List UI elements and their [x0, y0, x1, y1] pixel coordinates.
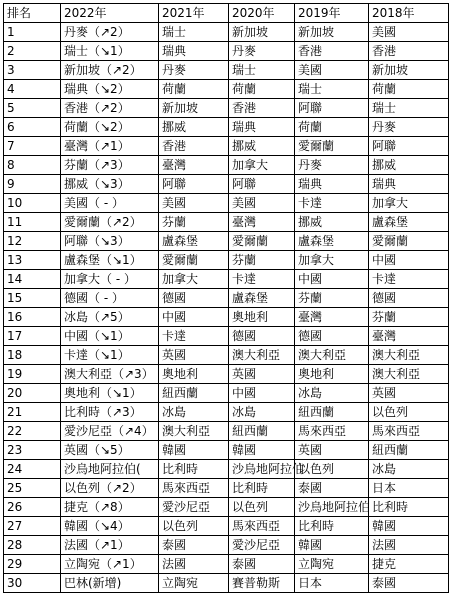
- year-2021-cell: 冰島: [159, 403, 229, 422]
- year-2019-cell: 奧地利: [295, 365, 369, 384]
- year-2020-cell: 愛爾蘭: [229, 232, 295, 251]
- table-row: [4, 99, 449, 118]
- table-row: [4, 574, 449, 593]
- rank-cell: 17: [4, 327, 61, 346]
- year-2021-cell: 愛爾蘭: [159, 251, 229, 270]
- year-2021-cell: 瑞典: [159, 42, 229, 61]
- year-2022-cell: 丹麥（↗2）: [61, 23, 159, 42]
- year-2022-cell: 臺灣（↗1）: [61, 137, 159, 156]
- year-2022-cell: 荷蘭（↘2）: [61, 118, 159, 137]
- year-2022-cell: 中國（↘1）: [61, 327, 159, 346]
- year-2020-cell: 挪威: [229, 137, 295, 156]
- rank-cell: 23: [4, 441, 61, 460]
- rank-cell: 27: [4, 517, 61, 536]
- year-2020-cell: 泰國: [229, 555, 295, 574]
- year-2018-cell: 日本: [369, 479, 449, 498]
- table-row: [4, 365, 449, 384]
- year-2022-cell: 芬蘭（↗3）: [61, 156, 159, 175]
- rank-cell: 8: [4, 156, 61, 175]
- year-2018-header: 2018年: [369, 4, 449, 23]
- year-2020-cell: 紐西蘭: [229, 422, 295, 441]
- year-2021-cell: 泰國: [159, 536, 229, 555]
- year-2018-cell: 丹麥: [369, 118, 449, 137]
- year-2022-cell: 英國（↘5）: [61, 441, 159, 460]
- year-2021-cell: 新加坡: [159, 99, 229, 118]
- year-2018-cell: 以色列: [369, 403, 449, 422]
- year-2018-cell: 中國: [369, 251, 449, 270]
- year-2018-cell: 比利時: [369, 498, 449, 517]
- rank-cell: 15: [4, 289, 61, 308]
- year-2019-cell: 中國: [295, 270, 369, 289]
- year-2022-cell: 加拿大（ - ）: [61, 270, 159, 289]
- year-2021-cell: 比利時: [159, 460, 229, 479]
- table-row: [4, 23, 449, 42]
- table-row: [4, 517, 449, 536]
- table-row: [4, 479, 449, 498]
- rank-cell: 7: [4, 137, 61, 156]
- table-row: [4, 80, 449, 99]
- year-2022-cell: 愛沙尼亞（↗4）: [61, 422, 159, 441]
- year-2019-cell: 丹麥: [295, 156, 369, 175]
- year-2018-cell: 阿聯: [369, 137, 449, 156]
- year-2021-cell: 馬來西亞: [159, 479, 229, 498]
- year-2022-cell: 立陶宛（↗1）: [61, 555, 159, 574]
- year-2020-cell: 愛沙尼亞: [229, 536, 295, 555]
- year-2019-cell: 新加坡: [295, 23, 369, 42]
- year-2018-cell: 荷蘭: [369, 80, 449, 99]
- year-2021-cell: 芬蘭: [159, 213, 229, 232]
- year-2018-cell: 英國: [369, 384, 449, 403]
- year-2022-cell: 愛爾蘭（↗2）: [61, 213, 159, 232]
- year-2019-header: 2019年: [295, 4, 369, 23]
- table-row: [4, 194, 449, 213]
- year-2019-cell: 以色列: [295, 460, 369, 479]
- year-2020-cell: 瑞士: [229, 61, 295, 80]
- year-2022-cell: 香港（↗2）: [61, 99, 159, 118]
- rank-cell: 20: [4, 384, 61, 403]
- year-2018-cell: 美國: [369, 23, 449, 42]
- year-2022-cell: 阿聯（↘3）: [61, 232, 159, 251]
- year-2022-cell: 以色列（↗2）: [61, 479, 159, 498]
- year-2021-cell: 加拿大: [159, 270, 229, 289]
- table-row: [4, 346, 449, 365]
- year-2020-cell: 比利時: [229, 479, 295, 498]
- year-2018-cell: 芬蘭: [369, 308, 449, 327]
- year-2021-cell: 英國: [159, 346, 229, 365]
- year-2019-cell: 日本: [295, 574, 369, 593]
- ranking-table: [3, 3, 449, 593]
- year-2018-cell: 卡達: [369, 270, 449, 289]
- year-2022-cell: 捷克（↗8）: [61, 498, 159, 517]
- year-2021-cell: 荷蘭: [159, 80, 229, 99]
- year-2020-cell: 以色列: [229, 498, 295, 517]
- year-2020-cell: 阿聯: [229, 175, 295, 194]
- rank-cell: 2: [4, 42, 61, 61]
- year-2018-cell: 馬來西亞: [369, 422, 449, 441]
- table-row: [4, 460, 449, 479]
- rank-cell: 19: [4, 365, 61, 384]
- year-2018-cell: 冰島: [369, 460, 449, 479]
- year-2019-cell: 立陶宛: [295, 555, 369, 574]
- year-2021-cell: 阿聯: [159, 175, 229, 194]
- year-2021-cell: 韓國: [159, 441, 229, 460]
- year-2022-cell: 韓國（↘4）: [61, 517, 159, 536]
- rank-cell: 12: [4, 232, 61, 251]
- year-2019-cell: 比利時: [295, 517, 369, 536]
- table-row: [4, 61, 449, 80]
- year-2022-cell: 德國（ - ）: [61, 289, 159, 308]
- table-row: [4, 251, 449, 270]
- year-2018-cell: 泰國: [369, 574, 449, 593]
- year-2019-cell: 紐西蘭: [295, 403, 369, 422]
- rank-cell: 10: [4, 194, 61, 213]
- year-2021-cell: 奧地利: [159, 365, 229, 384]
- year-2022-cell: 挪威（↘3）: [61, 175, 159, 194]
- year-2020-cell: 奧地利: [229, 308, 295, 327]
- table-row: [4, 384, 449, 403]
- year-2019-cell: 瑞典: [295, 175, 369, 194]
- table-row: [4, 555, 449, 574]
- year-2021-cell: 挪威: [159, 118, 229, 137]
- year-2021-cell: 中國: [159, 308, 229, 327]
- year-2019-cell: 愛爾蘭: [295, 137, 369, 156]
- year-2019-cell: 瑞士: [295, 80, 369, 99]
- table-row: [4, 289, 449, 308]
- table-row: [4, 498, 449, 517]
- rank-cell: 24: [4, 460, 61, 479]
- year-2019-cell: 泰國: [295, 479, 369, 498]
- rank-cell: 26: [4, 498, 61, 517]
- year-2020-cell: 加拿大: [229, 156, 295, 175]
- year-2020-cell: 臺灣: [229, 213, 295, 232]
- year-2019-cell: 荷蘭: [295, 118, 369, 137]
- year-2019-cell: 冰島: [295, 384, 369, 403]
- rank-cell: 16: [4, 308, 61, 327]
- rank-cell: 25: [4, 479, 61, 498]
- year-2019-cell: 芬蘭: [295, 289, 369, 308]
- year-2019-cell: 阿聯: [295, 99, 369, 118]
- rank-cell: 3: [4, 61, 61, 80]
- year-2018-cell: 臺灣: [369, 327, 449, 346]
- table-row: [4, 441, 449, 460]
- year-2021-cell: 愛沙尼亞: [159, 498, 229, 517]
- table-row: [4, 308, 449, 327]
- table-row: [4, 270, 449, 289]
- rank-cell: 13: [4, 251, 61, 270]
- year-2018-cell: 澳大利亞: [369, 365, 449, 384]
- year-2019-cell: 德國: [295, 327, 369, 346]
- year-2019-cell: 英國: [295, 441, 369, 460]
- table-row: [4, 422, 449, 441]
- year-2020-cell: 盧森堡: [229, 289, 295, 308]
- year-2022-cell: 卡達（↘1）: [61, 346, 159, 365]
- rank-cell: 28: [4, 536, 61, 555]
- year-2019-cell: 韓國: [295, 536, 369, 555]
- year-2022-cell: 法國（↗1）: [61, 536, 159, 555]
- year-2020-cell: 芬蘭: [229, 251, 295, 270]
- year-2018-cell: 愛爾蘭: [369, 232, 449, 251]
- table-row: [4, 232, 449, 251]
- year-2019-cell: 盧森堡: [295, 232, 369, 251]
- table-row: [4, 213, 449, 232]
- year-2020-cell: 澳大利亞: [229, 346, 295, 365]
- year-2019-cell: 挪威: [295, 213, 369, 232]
- year-2021-cell: 立陶宛: [159, 574, 229, 593]
- year-2021-cell: 臺灣: [159, 156, 229, 175]
- table-row: [4, 175, 449, 194]
- year-2021-cell: 法國: [159, 555, 229, 574]
- year-2022-cell: 巴林(新增): [61, 574, 159, 593]
- rank-cell: 14: [4, 270, 61, 289]
- year-2022-cell: 新加坡（↗2）: [61, 61, 159, 80]
- year-2022-cell: 澳大利亞（↗3）: [61, 365, 159, 384]
- table-row: [4, 156, 449, 175]
- year-2018-cell: 香港: [369, 42, 449, 61]
- year-2018-cell: 新加坡: [369, 61, 449, 80]
- year-2018-cell: 澳大利亞: [369, 346, 449, 365]
- table-row: [4, 118, 449, 137]
- table-row: [4, 137, 449, 156]
- year-2018-cell: 瑞典: [369, 175, 449, 194]
- year-2022-cell: 盧森堡（↘1）: [61, 251, 159, 270]
- year-2021-cell: 紐西蘭: [159, 384, 229, 403]
- year-2019-cell: 香港: [295, 42, 369, 61]
- rank-cell: 11: [4, 213, 61, 232]
- rank-cell: 21: [4, 403, 61, 422]
- year-2020-cell: 丹麥: [229, 42, 295, 61]
- table-row: [4, 327, 449, 346]
- year-2022-cell: 比利時（↗3）: [61, 403, 159, 422]
- year-2019-cell: 卡達: [295, 194, 369, 213]
- table-row: [4, 403, 449, 422]
- year-2019-cell: 加拿大: [295, 251, 369, 270]
- table-row: [4, 536, 449, 555]
- year-2018-cell: 韓國: [369, 517, 449, 536]
- year-2020-header: 2020年: [229, 4, 295, 23]
- year-2021-cell: 以色列: [159, 517, 229, 536]
- rank-cell: 30: [4, 574, 61, 593]
- year-2018-cell: 瑞士: [369, 99, 449, 118]
- year-2020-cell: 沙烏地阿拉伯: [229, 460, 295, 479]
- rank-cell: 22: [4, 422, 61, 441]
- year-2021-cell: 德國: [159, 289, 229, 308]
- year-2020-cell: 韓國: [229, 441, 295, 460]
- year-2021-cell: 卡達: [159, 327, 229, 346]
- year-2020-cell: 香港: [229, 99, 295, 118]
- year-2022-cell: 冰島（↗5）: [61, 308, 159, 327]
- year-2018-cell: 加拿大: [369, 194, 449, 213]
- table-row: [4, 42, 449, 61]
- year-2020-cell: 瑞典: [229, 118, 295, 137]
- year-2021-cell: 香港: [159, 137, 229, 156]
- year-2022-cell: 沙烏地阿拉伯(: [61, 460, 159, 479]
- year-2022-cell: 美國（ - ）: [61, 194, 159, 213]
- rank-cell: 18: [4, 346, 61, 365]
- rank-cell: 1: [4, 23, 61, 42]
- year-2018-cell: 紐西蘭: [369, 441, 449, 460]
- year-2021-cell: 瑞士: [159, 23, 229, 42]
- year-2019-cell: 美國: [295, 61, 369, 80]
- year-2019-cell: 臺灣: [295, 308, 369, 327]
- year-2021-cell: 美國: [159, 194, 229, 213]
- table-body: [4, 23, 449, 593]
- year-2020-cell: 賽普勒斯: [229, 574, 295, 593]
- year-2019-cell: 馬來西亞: [295, 422, 369, 441]
- year-2022-cell: 瑞典（↘2）: [61, 80, 159, 99]
- year-2021-header: 2021年: [159, 4, 229, 23]
- year-2020-cell: 卡達: [229, 270, 295, 289]
- year-2018-cell: 德國: [369, 289, 449, 308]
- rank-cell: 29: [4, 555, 61, 574]
- year-2018-cell: 法國: [369, 536, 449, 555]
- rank-header: 排名: [4, 4, 61, 23]
- year-2022-header: 2022年: [61, 4, 159, 23]
- year-2020-cell: 德國: [229, 327, 295, 346]
- year-2020-cell: 新加坡: [229, 23, 295, 42]
- year-2022-cell: 瑞士（↘1）: [61, 42, 159, 61]
- year-2022-cell: 奧地利（↘1）: [61, 384, 159, 403]
- rank-cell: 4: [4, 80, 61, 99]
- table-header-row: [4, 4, 449, 23]
- year-2018-cell: 盧森堡: [369, 213, 449, 232]
- year-2020-cell: 中國: [229, 384, 295, 403]
- year-2019-cell: 沙烏地阿拉伯: [295, 498, 369, 517]
- rank-cell: 6: [4, 118, 61, 137]
- year-2021-cell: 丹麥: [159, 61, 229, 80]
- year-2021-cell: 澳大利亞: [159, 422, 229, 441]
- year-2020-cell: 荷蘭: [229, 80, 295, 99]
- year-2021-cell: 盧森堡: [159, 232, 229, 251]
- year-2020-cell: 馬來西亞: [229, 517, 295, 536]
- rank-cell: 5: [4, 99, 61, 118]
- year-2019-cell: 澳大利亞: [295, 346, 369, 365]
- year-2018-cell: 挪威: [369, 156, 449, 175]
- year-2018-cell: 捷克: [369, 555, 449, 574]
- rank-cell: 9: [4, 175, 61, 194]
- year-2020-cell: 美國: [229, 194, 295, 213]
- year-2020-cell: 英國: [229, 365, 295, 384]
- year-2020-cell: 冰島: [229, 403, 295, 422]
